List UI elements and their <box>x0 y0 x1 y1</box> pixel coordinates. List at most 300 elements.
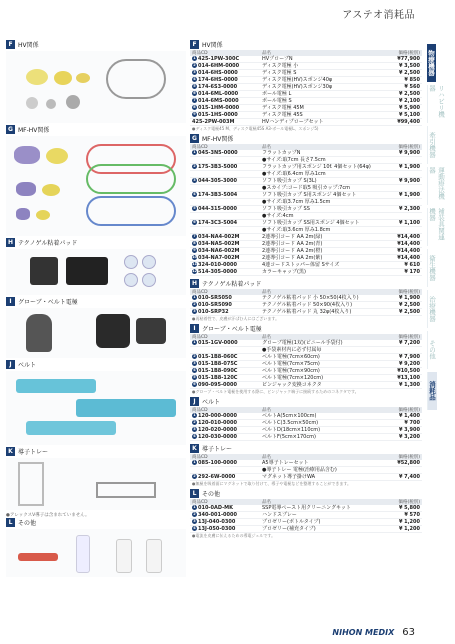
item-number: 2 <box>193 63 196 67</box>
table-row <box>190 70 422 77</box>
item-name: ●サイズ:取3.6cm 厚み1.8cm <box>260 227 386 234</box>
item-price: ¥ 1,400 <box>386 413 422 420</box>
item-price <box>386 227 422 234</box>
item-name: テクノゲル粘着パッド 小 50×50(4枚入り) <box>260 295 386 302</box>
col-model: 商品CD <box>190 454 260 460</box>
col-name: 品名 <box>260 454 386 460</box>
section-title: 導子トレー <box>202 446 233 453</box>
item-price: ¥ 5,800 <box>386 505 422 512</box>
mf-hv-products-photo <box>6 136 186 236</box>
item-code: 1 010-SR5050 <box>190 295 260 302</box>
table-row <box>190 105 422 112</box>
item-name: 2連導引コード AA 2m(青) <box>260 241 386 248</box>
col-model: 商品CD <box>190 50 260 56</box>
item-price: ¥13,100 <box>386 375 422 382</box>
sidebar-tab[interactable]: 衛生機器 <box>427 249 437 287</box>
col-name: 品名 <box>260 289 386 295</box>
item-code: 2 014-6HM-0000 <box>190 63 260 70</box>
item-code: 2 015-1B8-060C <box>190 354 260 361</box>
sidebar-tab[interactable]: 補装具関連機器 <box>427 208 446 246</box>
item-name: ベルト電極(7cm×90cm) <box>260 368 386 375</box>
item-price: ¥ 1,300 <box>386 382 422 389</box>
table-row <box>190 199 422 206</box>
price-section <box>190 489 422 538</box>
brand-logo: NIHON MEDIX <box>332 628 395 637</box>
item-name: ●サイズ:4cm <box>260 213 386 220</box>
item-code <box>190 467 260 474</box>
col-price: 価格(税別) <box>386 50 422 56</box>
item-price <box>386 157 422 164</box>
col-name: 品名 <box>260 144 386 150</box>
section-letter: I <box>6 297 15 306</box>
section-header <box>190 134 422 143</box>
table-row <box>190 519 422 526</box>
item-code: 8 034-NA5-002M <box>190 241 260 248</box>
item-name: ベルト電極(7cm×120cm) <box>260 375 386 382</box>
section-title: HV関係 <box>202 42 223 49</box>
gel-pad-photo <box>6 249 186 295</box>
section-header <box>190 397 422 406</box>
sidebar-tab[interactable]: 物療機器 <box>427 44 436 82</box>
item-name: ディスク電極 45M <box>260 105 386 112</box>
item-price: ¥52,800 <box>386 460 422 467</box>
col-price: 価格(税別) <box>386 289 422 295</box>
item-number: 3 <box>193 70 196 74</box>
item-number: 3 <box>193 309 196 313</box>
item-name: ディスク電極 S <box>260 70 386 77</box>
item-code: 7 034-NA4-002M <box>190 234 260 241</box>
item-code: 3 015-1B8-075C <box>190 361 260 368</box>
item-code: 11324-010-0000 <box>190 262 260 269</box>
item-number: 2 <box>193 420 196 424</box>
item-code: 4 174-3B3-5004 <box>190 192 260 199</box>
section-letter: H <box>7 239 14 246</box>
item-price <box>386 467 422 474</box>
item-price: ¥ 1,200 <box>386 519 422 526</box>
item-price: ¥ 2,300 <box>386 206 422 213</box>
item-number: 6 <box>193 91 196 95</box>
item-name: SSP電導ペースト用クリーニングキット <box>260 505 386 512</box>
item-number: 2 <box>193 354 196 358</box>
item-price: ¥ 570 <box>386 512 422 519</box>
item-name: ベルトA(5cm×100cm) <box>260 413 386 420</box>
tray-caption: ●アレックスV導子は含まれていません。 <box>6 513 90 518</box>
item-number: 3 <box>193 361 196 365</box>
item-code: 1 045-3N5-0000 <box>190 150 260 157</box>
item-code: 3 014-6HS-0000 <box>190 70 260 77</box>
item-code: 4 120-030-0000 <box>190 434 260 441</box>
col-price: 価格(税別) <box>386 499 422 505</box>
item-number: 9 <box>193 248 196 252</box>
item-code: 425-2PW-003M <box>190 119 260 126</box>
item-code <box>190 171 260 178</box>
table-row <box>190 206 422 213</box>
section-title: 導子トレー <box>18 449 49 456</box>
section-header <box>190 324 422 333</box>
item-number: 7 <box>193 234 196 238</box>
item-price: ¥ 560 <box>386 84 422 91</box>
table-row <box>190 368 422 375</box>
table-row <box>190 361 422 368</box>
item-number: 2 <box>193 512 196 516</box>
item-number: 4 <box>193 434 196 438</box>
section-title: ベルト <box>202 399 221 406</box>
col-model: 商品CD <box>190 289 260 295</box>
section-letter: J <box>6 360 15 369</box>
item-price <box>386 199 422 206</box>
item-price: ¥ 7,900 <box>386 354 422 361</box>
item-price: ¥ 9,900 <box>386 150 422 157</box>
item-number: 8 <box>193 105 196 109</box>
item-code: 5 174-6S3-0000 <box>190 84 260 91</box>
section-title: HV関係 <box>18 42 39 49</box>
item-price: ¥14,400 <box>386 234 422 241</box>
item-price: ¥ 2,500 <box>386 70 422 77</box>
section-letter: G <box>190 134 199 143</box>
item-price <box>386 347 422 354</box>
item-name: ●サイズ:取7cm 長さ7.5cm <box>260 157 386 164</box>
sidebar-tab[interactable]: 治療機器 <box>427 290 437 328</box>
section-h-header <box>6 238 186 247</box>
item-number: 2 <box>193 164 196 168</box>
item-number: 2 <box>193 302 196 306</box>
section-letter: K <box>6 447 15 456</box>
item-name: ディスク電極 小 <box>260 63 386 70</box>
item-number: 2 <box>193 474 196 478</box>
item-number: 6 <box>193 220 196 224</box>
item-price: ¥ 1,900 <box>386 164 422 171</box>
section-note: ●グローブ・ベルト電極を使用する際に、ピンジャック端子に接続するためのコネクタです。 <box>192 389 359 394</box>
item-name: ベルト電極(7cm×60cm) <box>260 354 386 361</box>
table-row <box>190 77 422 84</box>
section-letter: H <box>191 280 198 287</box>
item-name: ●サイズ:取3.7cm 厚み1.5cm <box>260 199 386 206</box>
item-name: ●スカイプ:コード取5 吸引カップ:7cm <box>260 185 386 192</box>
col-model: 商品CD <box>190 407 260 413</box>
section-title: その他 <box>202 491 221 498</box>
item-code: 2 175-3B3-5000 <box>190 164 260 171</box>
col-model: 商品CD <box>190 334 260 340</box>
item-code: 6 090-095-0000 <box>190 382 260 389</box>
item-price: ¥ 700 <box>386 420 422 427</box>
table-row <box>190 347 422 354</box>
item-number: 12 <box>192 269 197 273</box>
item-price: ¥ 1,100 <box>386 220 422 227</box>
item-name: ボール電極 S <box>260 98 386 105</box>
section-title: その他 <box>18 520 37 527</box>
item-name: ●サイズ:取6.4cm 厚み1cm <box>260 171 386 178</box>
item-code: 2 120-010-0000 <box>190 420 260 427</box>
price-table <box>190 50 422 126</box>
table-row <box>190 420 422 427</box>
item-price <box>386 185 422 192</box>
section-letter: K <box>190 444 199 453</box>
table-row <box>190 98 422 105</box>
table-row <box>190 375 422 382</box>
item-name: ソフト吸引カップ SS <box>260 206 386 213</box>
table-row <box>190 354 422 361</box>
item-code: 3 010-SRP32 <box>190 309 260 316</box>
item-code: 7 014-6MS-0000 <box>190 98 260 105</box>
item-name: ディスク電極 45S <box>260 112 386 119</box>
item-number: 1 <box>193 460 196 464</box>
item-number: 5 <box>193 375 196 379</box>
item-number: 1 <box>193 413 196 417</box>
table-row <box>190 434 422 441</box>
item-name: ボール電極 L <box>260 91 386 98</box>
item-code: 6 014-6ML-0000 <box>190 91 260 98</box>
sidebar-tab[interactable]: 牽引機器 <box>427 126 437 164</box>
item-number: 1 <box>193 150 196 154</box>
item-number: 11 <box>192 262 197 266</box>
item-number: 9 <box>193 112 196 116</box>
item-number: 7 <box>193 98 196 102</box>
section-letter: J <box>190 397 199 406</box>
table-row <box>190 227 422 234</box>
item-name: ●導子トレー 電極(治療用品含む) <box>260 467 386 474</box>
col-model: 商品CD <box>190 144 260 150</box>
item-code: 1 120-000-0000 <box>190 413 260 420</box>
section-note: ●電流を皮膚に伝えるための導電ジェルです。 <box>192 533 276 538</box>
item-number: 1 <box>193 295 196 299</box>
item-price: ¥ 170 <box>386 269 422 276</box>
section-k-header <box>6 447 186 456</box>
item-number: 3 <box>193 427 196 431</box>
table-row <box>190 220 422 227</box>
item-name: マグネット導子掛けWA <box>260 474 386 481</box>
table-row <box>190 241 422 248</box>
item-code: 3 13J-040-0300 <box>190 519 260 526</box>
item-number: 8 <box>193 241 196 245</box>
item-name: ソフト吸引カップ SS用スポンジ 4個セット <box>260 220 386 227</box>
item-price: ¥ 1,900 <box>386 295 422 302</box>
item-name: ピンジャック変換コネクタ <box>260 382 386 389</box>
item-number: 10 <box>192 255 197 259</box>
section-letter: G <box>6 125 15 134</box>
table-row <box>190 112 422 119</box>
item-price <box>386 171 422 178</box>
table-row <box>190 171 422 178</box>
item-number: 1 <box>193 340 196 344</box>
item-code: 2 340-001-0000 <box>190 512 260 519</box>
item-price: ¥ 2,100 <box>386 98 422 105</box>
col-price: 価格(税別) <box>386 454 422 460</box>
item-number: 4 <box>193 192 196 196</box>
price-section <box>190 444 422 486</box>
item-code: 4 174-6HS-0000 <box>190 77 260 84</box>
price-table <box>190 334 422 389</box>
col-price: 価格(税別) <box>386 144 422 150</box>
table-row <box>190 213 422 220</box>
section-note: ●再粘着性で、皮膚が汗ばむ人にはございます。 <box>192 316 280 321</box>
section-title: テクノゲル粘着パッド <box>18 240 78 247</box>
section-letter: L <box>190 489 199 498</box>
item-name: ソフト吸引カップ S用スポンジ 4個セット <box>260 192 386 199</box>
table-row <box>190 309 422 316</box>
section-title: MF-HV関係 <box>18 127 50 134</box>
table-row <box>190 512 422 519</box>
item-name: A5導子トレーセット <box>260 460 386 467</box>
item-name: カラーキャップ(黒) <box>260 269 386 276</box>
item-code: 10034-NA7-002M <box>190 255 260 262</box>
other-photo <box>6 529 186 577</box>
table-row <box>190 526 422 533</box>
item-number: 1 <box>193 505 196 509</box>
item-price: ¥ 850 <box>386 77 422 84</box>
item-name: 4連コードストッパー体留 Sサイズ <box>260 262 386 269</box>
item-name: グローブ電極(1双)(ビニール手袋付) <box>260 340 386 347</box>
table-row <box>190 185 422 192</box>
belt-photo <box>6 371 186 445</box>
price-table <box>190 454 422 481</box>
price-section <box>190 324 422 394</box>
table-row <box>190 119 422 126</box>
table-row <box>190 234 422 241</box>
footer <box>332 627 415 638</box>
col-name: 品名 <box>260 499 386 505</box>
sidebar-tab[interactable]: 消耗品 <box>427 372 437 410</box>
sidebar-tab[interactable]: 運動療法機器 <box>427 167 446 205</box>
item-price: ¥ 2,500 <box>386 309 422 316</box>
item-name: テクノゲル粘着パッド 丸 32φ(4枚入り) <box>260 309 386 316</box>
page-title: アステオ消耗品 <box>342 10 415 21</box>
item-code: 4 13J-050-0300 <box>190 526 260 533</box>
table-row <box>190 248 422 255</box>
section-title: MF-HV関係 <box>202 136 234 143</box>
price-table <box>190 499 422 533</box>
item-price: ¥14,400 <box>386 241 422 248</box>
item-code: 3 044-305-3000 <box>190 178 260 185</box>
col-price: 価格(税別) <box>386 334 422 340</box>
table-row <box>190 302 422 309</box>
section-header <box>190 444 422 453</box>
item-code: 9 015-1HS-0000 <box>190 112 260 119</box>
tray-photo <box>6 458 186 510</box>
category-sidebar <box>427 44 455 604</box>
item-number: 4 <box>193 77 196 81</box>
item-code <box>190 199 260 206</box>
item-code: 4 015-1B8-090C <box>190 368 260 375</box>
item-number: 5 <box>193 206 196 210</box>
item-price: ¥ 3,200 <box>386 434 422 441</box>
item-code: 1 010-0AD-MK <box>190 505 260 512</box>
item-price: ¥14,400 <box>386 248 422 255</box>
item-name: フラットカップ用スポンジ 10f. 4個セット(64φ) <box>260 164 386 171</box>
sidebar-tab[interactable]: リハビリ機器 <box>427 85 446 123</box>
table-row <box>190 157 422 164</box>
item-code <box>190 347 260 354</box>
item-number: 4 <box>193 526 196 530</box>
item-name: プロゼリー(ボトルタイプ) <box>260 519 386 526</box>
item-price: ¥ 1,200 <box>386 526 422 533</box>
table-row <box>190 164 422 171</box>
item-price: ¥ 2,500 <box>386 302 422 309</box>
item-code <box>190 213 260 220</box>
item-name: フラットカップN <box>260 150 386 157</box>
item-number: 4 <box>193 368 196 372</box>
photo-column <box>6 40 186 579</box>
price-table <box>190 144 422 276</box>
item-price: ¥ 610 <box>386 262 422 269</box>
table-row <box>190 178 422 185</box>
table-row <box>190 382 422 389</box>
item-code: 1 085-100-0000 <box>190 460 260 467</box>
item-price: ¥ 1,900 <box>386 192 422 199</box>
section-title: テクノゲル粘着パッド <box>202 281 262 288</box>
item-price: ¥ 7,400 <box>386 474 422 481</box>
table-row <box>190 192 422 199</box>
sidebar-tab[interactable]: その他 <box>427 331 437 369</box>
section-letter: I <box>190 324 199 333</box>
item-price: ¥ 5,100 <box>386 112 422 119</box>
table-row <box>190 91 422 98</box>
table-row <box>190 427 422 434</box>
item-name: ディスク電極(HV)スポンジ40φ <box>260 77 386 84</box>
item-name: ソフト吸引カップ S(3L) <box>260 178 386 185</box>
item-name: ディスク電極(HV)スポンジ30φ <box>260 84 386 91</box>
item-code <box>190 157 260 164</box>
section-f-header <box>6 40 186 49</box>
item-price: ¥ 3,900 <box>386 427 422 434</box>
item-price: ¥ 9,900 <box>386 178 422 185</box>
col-name: 品名 <box>260 407 386 413</box>
section-header <box>190 40 422 49</box>
table-row <box>190 255 422 262</box>
item-code: 5 044-315-0000 <box>190 206 260 213</box>
item-number: 3 <box>193 519 196 523</box>
item-name: HVハンディプローブセット <box>260 119 386 126</box>
item-code <box>190 185 260 192</box>
item-code: 6 174-3C3-5004 <box>190 220 260 227</box>
item-code: 5 015-1B8-120C <box>190 375 260 382</box>
item-price: ¥10,500 <box>386 368 422 375</box>
item-name: HVプローブN <box>260 56 386 63</box>
item-name: ベルト電極(7cm×75cm) <box>260 361 386 368</box>
item-number: 3 <box>193 178 196 182</box>
item-code: 2 292-6W-0000 <box>190 474 260 481</box>
section-letter: F <box>190 40 199 49</box>
section-letter: F <box>6 40 15 49</box>
section-title: ベルト <box>18 362 37 369</box>
item-price: ¥ 7,200 <box>386 340 422 347</box>
item-price: ¥77,900 <box>386 56 422 63</box>
item-code: 8 015-1HM-0000 <box>190 105 260 112</box>
price-section <box>190 397 422 441</box>
item-code: 3 120-020-0000 <box>190 427 260 434</box>
item-name: 2連導引コード AA 2m(緑) <box>260 234 386 241</box>
table-row <box>190 474 422 481</box>
item-name: 2連導引コード AA 2m(紫) <box>260 255 386 262</box>
item-name: テクノゲル粘着パッド 50×90(4枚入り) <box>260 302 386 309</box>
item-price: ¥ 3,500 <box>386 63 422 70</box>
col-price: 価格(税別) <box>386 407 422 413</box>
section-l-header <box>6 518 186 527</box>
page-number: 63 <box>402 627 415 638</box>
section-header <box>190 279 422 288</box>
col-name: 品名 <box>260 334 386 340</box>
col-model: 商品CD <box>190 499 260 505</box>
section-letter: L <box>6 518 15 527</box>
item-name: ベルトF(5cm×170cm) <box>260 434 386 441</box>
section-j-header <box>6 360 186 369</box>
item-code <box>190 227 260 234</box>
item-name: ベルトD(18cm×110cm) <box>260 427 386 434</box>
glove-belt-photo <box>6 308 186 358</box>
item-price: ¥14,400 <box>386 255 422 262</box>
table-row <box>190 63 422 70</box>
table-row <box>190 269 422 276</box>
item-code: 12514-305-0000 <box>190 269 260 276</box>
